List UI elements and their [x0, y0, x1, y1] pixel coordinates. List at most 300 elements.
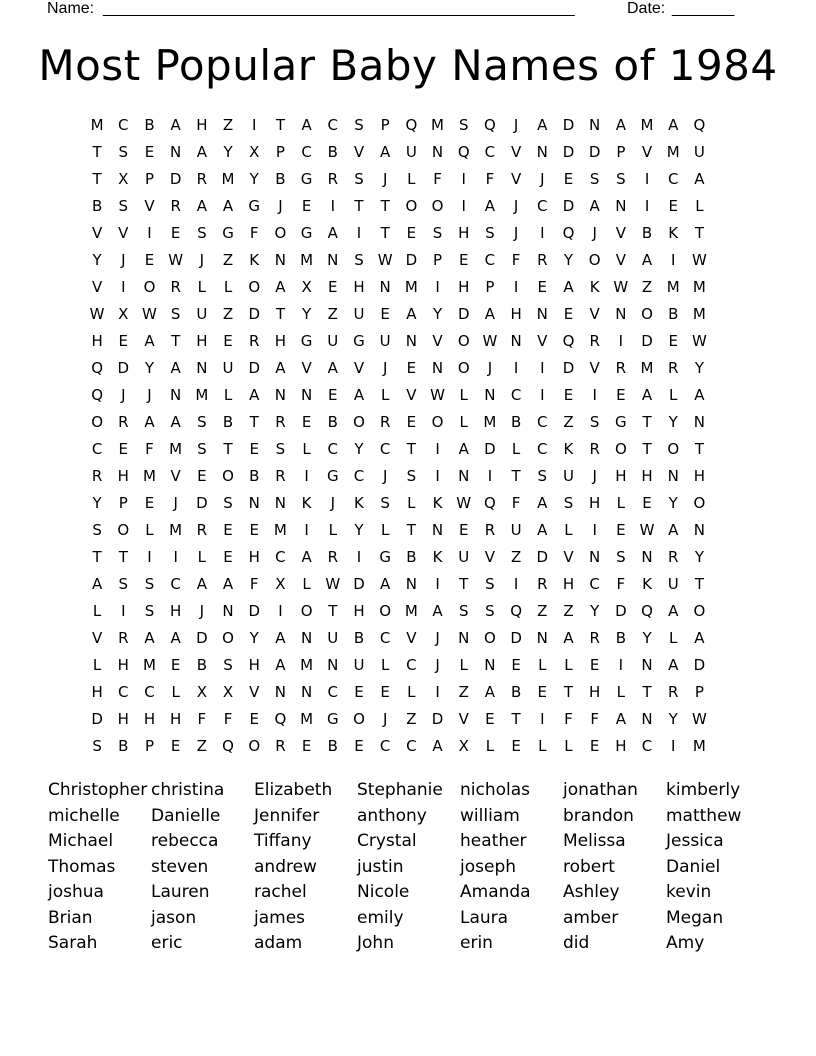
grid-letter[interactable]: I: [461, 170, 466, 188]
grid-letter[interactable]: N: [170, 143, 182, 161]
grid-letter[interactable]: U: [353, 656, 365, 674]
grid-letter[interactable]: V: [301, 359, 312, 377]
grid-letter[interactable]: P: [694, 683, 704, 701]
grid-letter[interactable]: T: [511, 467, 521, 485]
grid-letter[interactable]: Y: [354, 521, 364, 539]
grid-letter[interactable]: D: [562, 359, 575, 377]
grid-letter[interactable]: H: [353, 602, 365, 620]
grid-letter[interactable]: S: [458, 116, 469, 134]
grid-letter[interactable]: Z: [537, 602, 548, 620]
grid-letter[interactable]: A: [694, 386, 705, 404]
grid-letter[interactable]: Z: [222, 305, 234, 323]
grid-letter[interactable]: O: [588, 251, 601, 269]
grid-letter[interactable]: X: [275, 575, 286, 593]
grid-letter[interactable]: I: [671, 737, 676, 755]
grid-letter[interactable]: R: [379, 413, 391, 431]
grid-letter[interactable]: V: [353, 359, 365, 377]
grid-letter[interactable]: B: [144, 116, 155, 134]
grid-letter[interactable]: S: [589, 413, 600, 431]
grid-letter[interactable]: H: [562, 575, 575, 593]
grid-letter[interactable]: H: [458, 224, 470, 242]
grid-letter[interactable]: J: [173, 494, 178, 512]
grid-letter[interactable]: I: [487, 467, 493, 485]
grid-letter[interactable]: M: [404, 602, 418, 620]
grid-letter[interactable]: V: [406, 629, 417, 647]
grid-letter[interactable]: W: [456, 494, 472, 512]
grid-letter[interactable]: E: [197, 467, 207, 485]
grid-letter[interactable]: I: [618, 332, 624, 350]
grid-letter[interactable]: A: [537, 494, 548, 512]
grid-letter[interactable]: L: [407, 494, 416, 512]
grid-letter[interactable]: I: [173, 548, 178, 566]
grid-letter[interactable]: R: [249, 332, 260, 350]
grid-letter[interactable]: H: [196, 116, 208, 134]
grid-letter[interactable]: N: [641, 656, 653, 674]
grid-letter[interactable]: E: [249, 440, 259, 458]
grid-letter[interactable]: S: [144, 575, 155, 593]
grid-letter[interactable]: M: [169, 440, 183, 458]
grid-letter[interactable]: T: [275, 116, 285, 134]
grid-letter[interactable]: O: [222, 467, 234, 485]
grid-letter[interactable]: G: [222, 224, 234, 242]
grid-letter[interactable]: F: [145, 440, 154, 458]
grid-letter[interactable]: N: [405, 332, 417, 350]
grid-letter[interactable]: M: [666, 278, 680, 296]
grid-letter[interactable]: A: [563, 629, 574, 647]
grid-letter[interactable]: G: [326, 467, 339, 485]
grid-letter[interactable]: M: [640, 359, 654, 377]
grid-letter[interactable]: M: [90, 116, 104, 134]
grid-letter[interactable]: I: [304, 467, 309, 485]
grid-letter[interactable]: S: [616, 170, 626, 188]
grid-letter[interactable]: A: [563, 278, 574, 296]
grid-letter[interactable]: W: [691, 710, 707, 728]
grid-letter[interactable]: A: [249, 386, 260, 404]
grid-letter[interactable]: B: [196, 656, 207, 674]
grid-letter[interactable]: V: [353, 143, 365, 161]
grid-letter[interactable]: N: [641, 710, 653, 728]
grid-letter[interactable]: N: [510, 332, 522, 350]
grid-letter[interactable]: A: [170, 413, 181, 431]
grid-letter[interactable]: J: [147, 386, 152, 404]
grid-letter[interactable]: M: [692, 737, 706, 755]
grid-letter[interactable]: U: [510, 521, 522, 539]
grid-letter[interactable]: T: [563, 683, 574, 701]
grid-letter[interactable]: E: [354, 683, 364, 701]
grid-letter[interactable]: E: [301, 413, 312, 431]
grid-letter[interactable]: E: [144, 494, 155, 512]
grid-letter[interactable]: L: [616, 494, 626, 512]
grid-letter[interactable]: H: [353, 278, 365, 296]
grid-letter[interactable]: I: [435, 278, 440, 296]
grid-letter[interactable]: Y: [563, 251, 574, 269]
grid-letter[interactable]: V: [484, 548, 496, 566]
grid-letter[interactable]: R: [118, 629, 129, 647]
grid-letter[interactable]: O: [614, 440, 627, 458]
grid-letter[interactable]: O: [300, 602, 313, 620]
grid-letter[interactable]: J: [435, 629, 440, 647]
grid-letter[interactable]: X: [458, 737, 469, 755]
grid-letter[interactable]: O: [457, 332, 470, 350]
grid-letter[interactable]: H: [615, 467, 627, 485]
grid-letter[interactable]: N: [589, 548, 601, 566]
grid-letter[interactable]: V: [510, 143, 522, 161]
grid-letter[interactable]: P: [275, 143, 285, 161]
grid-letter[interactable]: P: [144, 737, 154, 755]
grid-letter[interactable]: T: [354, 197, 364, 215]
grid-letter[interactable]: R: [537, 575, 548, 593]
grid-letter[interactable]: J: [592, 467, 597, 485]
grid-letter[interactable]: A: [615, 710, 626, 728]
grid-letter[interactable]: A: [91, 575, 103, 593]
grid-letter[interactable]: C: [589, 575, 600, 593]
grid-letter[interactable]: B: [668, 305, 679, 323]
grid-letter[interactable]: L: [564, 521, 573, 539]
grid-letter[interactable]: S: [458, 602, 469, 620]
grid-letter[interactable]: E: [118, 332, 129, 350]
grid-letter[interactable]: N: [300, 629, 313, 647]
grid-letter[interactable]: Y: [694, 548, 704, 566]
grid-letter[interactable]: I: [252, 116, 257, 134]
grid-letter[interactable]: V: [91, 629, 103, 647]
grid-letter[interactable]: T: [511, 710, 521, 728]
grid-letter[interactable]: T: [406, 440, 416, 458]
grid-letter[interactable]: E: [301, 737, 312, 755]
grid-letter[interactable]: E: [537, 683, 548, 701]
grid-letter[interactable]: N: [431, 359, 444, 377]
grid-letter[interactable]: I: [121, 602, 126, 620]
grid-letter[interactable]: S: [223, 656, 233, 674]
grid-letter[interactable]: S: [118, 575, 129, 593]
grid-letter[interactable]: A: [327, 224, 338, 242]
grid-letter[interactable]: Q: [484, 494, 496, 512]
grid-letter[interactable]: A: [694, 170, 705, 188]
grid-letter[interactable]: S: [197, 224, 207, 242]
grid-letter[interactable]: S: [380, 494, 390, 512]
grid-letter[interactable]: O: [405, 197, 418, 215]
grid-letter[interactable]: D: [169, 170, 182, 188]
grid-letter[interactable]: Q: [91, 359, 103, 377]
grid-letter[interactable]: U: [353, 305, 365, 323]
grid-letter[interactable]: D: [588, 143, 601, 161]
grid-letter[interactable]: C: [379, 629, 391, 647]
grid-letter[interactable]: E: [563, 386, 574, 404]
grid-letter[interactable]: H: [117, 656, 129, 674]
grid-letter[interactable]: O: [693, 494, 706, 512]
grid-letter[interactable]: H: [615, 737, 627, 755]
grid-letter[interactable]: D: [484, 440, 496, 458]
grid-letter[interactable]: A: [484, 197, 496, 215]
grid-letter[interactable]: K: [249, 251, 260, 269]
grid-letter[interactable]: A: [144, 629, 155, 647]
grid-letter[interactable]: E: [563, 305, 574, 323]
grid-letter[interactable]: B: [327, 143, 338, 161]
grid-letter[interactable]: C: [353, 467, 365, 485]
grid-letter[interactable]: S: [170, 305, 181, 323]
grid-letter[interactable]: J: [513, 197, 519, 215]
grid-letter[interactable]: V: [589, 305, 600, 323]
grid-letter[interactable]: Q: [405, 116, 418, 134]
grid-letter[interactable]: A: [668, 521, 679, 539]
grid-letter[interactable]: A: [275, 656, 286, 674]
grid-letter[interactable]: E: [144, 251, 155, 269]
grid-letter[interactable]: M: [169, 521, 183, 539]
grid-letter[interactable]: T: [92, 170, 102, 188]
grid-letter[interactable]: H: [91, 332, 103, 350]
grid-letter[interactable]: T: [380, 224, 390, 242]
grid-letter[interactable]: D: [248, 359, 260, 377]
grid-letter[interactable]: D: [562, 143, 575, 161]
grid-letter[interactable]: A: [694, 629, 705, 647]
grid-letter[interactable]: E: [406, 413, 417, 431]
grid-letter[interactable]: Y: [249, 170, 259, 188]
grid-letter[interactable]: N: [693, 521, 706, 539]
grid-letter[interactable]: H: [170, 710, 182, 728]
grid-letter[interactable]: L: [616, 683, 626, 701]
grid-letter[interactable]: I: [644, 197, 650, 215]
grid-letter[interactable]: I: [356, 224, 362, 242]
grid-letter[interactable]: C: [379, 737, 391, 755]
grid-letter[interactable]: E: [668, 197, 678, 215]
grid-letter[interactable]: A: [380, 143, 391, 161]
grid-letter[interactable]: W: [325, 575, 341, 593]
grid-letter[interactable]: E: [563, 170, 574, 188]
grid-letter[interactable]: D: [536, 548, 549, 566]
grid-letter[interactable]: N: [274, 251, 287, 269]
grid-letter[interactable]: G: [300, 224, 313, 242]
grid-letter[interactable]: K: [642, 575, 652, 593]
grid-letter[interactable]: E: [223, 548, 233, 566]
grid-letter[interactable]: H: [117, 467, 129, 485]
grid-letter[interactable]: P: [433, 251, 443, 269]
grid-letter[interactable]: A: [353, 386, 365, 404]
grid-letter[interactable]: J: [513, 116, 519, 134]
grid-letter[interactable]: L: [302, 440, 311, 458]
grid-letter[interactable]: L: [92, 656, 102, 674]
grid-letter[interactable]: J: [382, 467, 388, 485]
grid-letter[interactable]: E: [170, 656, 181, 674]
grid-letter[interactable]: I: [540, 710, 545, 728]
grid-letter[interactable]: Q: [222, 737, 234, 755]
grid-letter[interactable]: A: [327, 359, 338, 377]
grid-letter[interactable]: U: [693, 143, 705, 161]
grid-letter[interactable]: N: [327, 656, 339, 674]
grid-letter[interactable]: S: [275, 440, 286, 458]
grid-letter[interactable]: H: [589, 683, 601, 701]
grid-letter[interactable]: Z: [641, 278, 653, 296]
grid-letter[interactable]: W: [168, 251, 184, 269]
grid-letter[interactable]: A: [222, 197, 234, 215]
grid-letter[interactable]: E: [406, 224, 417, 242]
grid-letter[interactable]: Q: [274, 710, 287, 728]
grid-letter[interactable]: V: [432, 332, 443, 350]
grid-letter[interactable]: E: [380, 305, 390, 323]
grid-letter[interactable]: G: [248, 197, 261, 215]
grid-letter[interactable]: T: [92, 548, 102, 566]
grid-letter[interactable]: A: [275, 629, 286, 647]
grid-letter[interactable]: I: [540, 224, 545, 242]
grid-letter[interactable]: H: [91, 683, 103, 701]
grid-letter[interactable]: E: [249, 521, 259, 539]
grid-letter[interactable]: H: [196, 332, 208, 350]
grid-letter[interactable]: H: [248, 656, 260, 674]
grid-letter[interactable]: D: [693, 656, 706, 674]
grid-letter[interactable]: A: [196, 575, 207, 593]
grid-letter[interactable]: D: [562, 116, 575, 134]
grid-letter[interactable]: Y: [668, 710, 678, 728]
grid-letter[interactable]: T: [694, 440, 704, 458]
grid-letter[interactable]: D: [510, 629, 522, 647]
grid-letter[interactable]: A: [170, 359, 181, 377]
grid-letter[interactable]: N: [196, 359, 208, 377]
grid-letter[interactable]: F: [249, 224, 259, 242]
grid-letter[interactable]: R: [170, 278, 181, 296]
grid-letter[interactable]: N: [300, 683, 313, 701]
grid-letter[interactable]: N: [405, 575, 417, 593]
grid-letter[interactable]: N: [431, 143, 444, 161]
grid-letter[interactable]: M: [195, 386, 209, 404]
grid-letter[interactable]: F: [511, 251, 521, 269]
grid-letter[interactable]: I: [461, 197, 466, 215]
grid-letter[interactable]: E: [354, 737, 364, 755]
grid-letter[interactable]: Y: [642, 629, 652, 647]
grid-letter[interactable]: V: [406, 386, 417, 404]
grid-letter[interactable]: R: [327, 548, 338, 566]
grid-letter[interactable]: M: [221, 170, 235, 188]
name-field-line[interactable]: _____________________________________________________: [103, 0, 575, 17]
grid-letter[interactable]: E: [328, 386, 338, 404]
grid-letter[interactable]: A: [222, 575, 234, 593]
grid-letter[interactable]: Y: [590, 602, 600, 620]
grid-letter[interactable]: M: [431, 116, 444, 134]
grid-letter[interactable]: O: [91, 413, 103, 431]
grid-letter[interactable]: O: [248, 737, 261, 755]
grid-letter[interactable]: I: [304, 521, 309, 539]
grid-letter[interactable]: M: [273, 521, 287, 539]
grid-letter[interactable]: S: [118, 197, 129, 215]
grid-letter[interactable]: D: [248, 602, 260, 620]
grid-letter[interactable]: M: [300, 710, 314, 728]
grid-letter[interactable]: S: [485, 575, 495, 593]
grid-letter[interactable]: J: [382, 710, 388, 728]
grid-letter[interactable]: T: [642, 440, 652, 458]
grid-letter[interactable]: S: [144, 602, 155, 620]
grid-letter[interactable]: S: [616, 548, 626, 566]
grid-letter[interactable]: O: [143, 278, 156, 296]
grid-letter[interactable]: R: [589, 440, 600, 458]
grid-letter[interactable]: Y: [144, 359, 155, 377]
grid-letter[interactable]: O: [431, 413, 444, 431]
grid-letter[interactable]: P: [380, 116, 390, 134]
grid-letter[interactable]: N: [536, 143, 548, 161]
grid-letter[interactable]: V: [537, 332, 548, 350]
grid-letter[interactable]: T: [694, 575, 704, 593]
grid-letter[interactable]: G: [379, 548, 391, 566]
grid-letter[interactable]: D: [196, 629, 208, 647]
grid-letter[interactable]: J: [330, 494, 335, 512]
grid-letter[interactable]: D: [431, 710, 444, 728]
grid-letter[interactable]: P: [118, 494, 128, 512]
grid-letter[interactable]: U: [327, 629, 339, 647]
grid-letter[interactable]: R: [668, 683, 679, 701]
grid-letter[interactable]: N: [536, 305, 548, 323]
grid-letter[interactable]: X: [196, 683, 207, 701]
grid-letter[interactable]: R: [196, 170, 208, 188]
grid-letter[interactable]: E: [458, 521, 469, 539]
grid-letter[interactable]: D: [91, 710, 103, 728]
grid-letter[interactable]: A: [668, 656, 679, 674]
grid-letter[interactable]: Q: [457, 143, 470, 161]
grid-letter[interactable]: D: [196, 494, 208, 512]
grid-letter[interactable]: L: [223, 278, 233, 296]
grid-letter[interactable]: Y: [92, 494, 102, 512]
grid-letter[interactable]: W: [89, 305, 105, 323]
grid-letter[interactable]: J: [487, 359, 493, 377]
grid-letter[interactable]: E: [511, 656, 521, 674]
grid-letter[interactable]: T: [694, 224, 704, 242]
grid-letter[interactable]: J: [121, 386, 126, 404]
grid-letter[interactable]: Z: [563, 602, 574, 620]
grid-letter[interactable]: L: [459, 413, 468, 431]
grid-letter[interactable]: V: [563, 548, 574, 566]
grid-letter[interactable]: T: [92, 143, 102, 161]
grid-letter[interactable]: F: [564, 710, 573, 728]
grid-letter[interactable]: O: [641, 305, 653, 323]
grid-letter[interactable]: Z: [222, 116, 234, 134]
grid-letter[interactable]: D: [117, 359, 130, 377]
grid-letter[interactable]: J: [278, 197, 283, 215]
grid-letter[interactable]: R: [327, 170, 338, 188]
grid-letter[interactable]: A: [170, 629, 181, 647]
grid-letter[interactable]: I: [435, 683, 440, 701]
grid-letter[interactable]: L: [380, 521, 390, 539]
grid-letter[interactable]: Q: [641, 602, 653, 620]
grid-letter[interactable]: I: [671, 251, 676, 269]
grid-letter[interactable]: O: [353, 413, 365, 431]
grid-letter[interactable]: Z: [196, 737, 207, 755]
grid-letter[interactable]: S: [354, 170, 364, 188]
grid-letter[interactable]: L: [380, 656, 390, 674]
grid-letter[interactable]: X: [118, 170, 129, 188]
grid-letter[interactable]: B: [222, 413, 234, 431]
grid-letter[interactable]: R: [196, 521, 208, 539]
grid-letter[interactable]: T: [459, 575, 469, 593]
grid-letter[interactable]: C: [537, 440, 548, 458]
grid-letter[interactable]: C: [537, 413, 548, 431]
grid-letter[interactable]: C: [118, 683, 129, 701]
grid-letter[interactable]: Y: [249, 629, 259, 647]
grid-letter[interactable]: N: [274, 494, 287, 512]
grid-letter[interactable]: A: [668, 116, 679, 134]
grid-letter[interactable]: B: [510, 413, 522, 431]
grid-letter[interactable]: L: [197, 548, 207, 566]
grid-letter[interactable]: O: [117, 521, 130, 539]
grid-letter[interactable]: Y: [668, 413, 678, 431]
grid-letter[interactable]: I: [435, 467, 440, 485]
grid-letter[interactable]: C: [144, 683, 155, 701]
grid-letter[interactable]: R: [589, 332, 600, 350]
grid-letter[interactable]: L: [459, 656, 468, 674]
grid-letter[interactable]: R: [589, 629, 600, 647]
grid-letter[interactable]: E: [589, 737, 600, 755]
grid-letter[interactable]: Z: [222, 251, 234, 269]
grid-letter[interactable]: E: [144, 143, 155, 161]
grid-letter[interactable]: V: [91, 278, 103, 296]
grid-letter[interactable]: I: [592, 521, 597, 539]
grid-letter[interactable]: I: [147, 224, 152, 242]
grid-letter[interactable]: S: [485, 602, 495, 620]
grid-letter[interactable]: F: [485, 170, 495, 188]
